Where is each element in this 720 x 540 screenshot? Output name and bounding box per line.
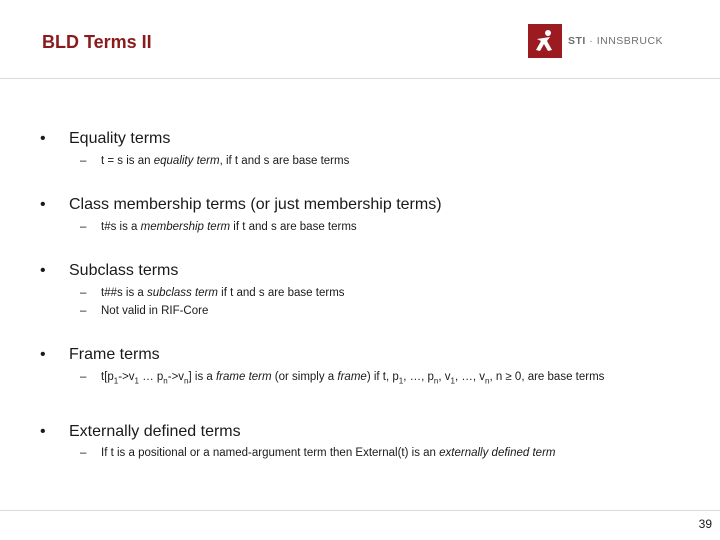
sub-text: t#s is a membership term if t and s are base terms [101, 221, 357, 233]
sub-text: t = s is an equality term, if t and s are base terms [101, 155, 350, 167]
bullet-text: Class membership terms (or just membership terms) [69, 196, 442, 213]
bullet-dot: • [40, 346, 46, 363]
logo-text [568, 35, 663, 47]
footer-divider [0, 510, 720, 511]
sub-text: t##s is a subclass term if t and s are base terms [101, 287, 345, 299]
bullet-dot: • [40, 423, 46, 440]
bullet-text: Frame terms [69, 346, 160, 363]
sub-text: Not valid in RIF-Core [101, 305, 209, 317]
logo-place: INNSBRUCK [596, 35, 664, 47]
sub-text: $t[p_1->v_1$ … $p_n->v_n$] is a frame term (or simply a frame) if t, $p_1$, …, $p_n$, $v_1$, …, $v_n$, n ≥ 0, are base terms [101, 371, 605, 386]
bullet-dot: • [40, 262, 46, 279]
bullet-text: Externally defined terms [69, 423, 241, 440]
bullet-text: Equality terms [69, 130, 171, 147]
sti-logo-mark-icon [528, 24, 562, 58]
bullet-text: Subclass terms [69, 262, 179, 279]
page-number: 39 [698, 517, 712, 531]
slide-title: BLD Terms II [42, 32, 152, 52]
slide: BLD Terms II STI · INNSBRUCK • Equality terms – t = s is an equality term, if t and s are base terms • Class membership terms (or just membership terms) – t#s is a membership term if t and s are base terms • Subclass terms – t##s is a subclass term if t and s are base terms – Not valid in RIF-Core • Frame terms – $t[p_1->v_1$ … $p_n->v_n$] is a frame term (or simply a frame) if t, $p_1$, …, $p_n$, $v_1$, …, $v_n$, n ≥ 0, are base terms • Externally defined terms – If t is a positional or a named-argument term then External(t) is an externally defined term 39 [0, 0, 720, 540]
logo-separator: · [589, 35, 594, 47]
bullet-dot: • [40, 196, 46, 213]
sub-text: If t is a positional or a named-argument term then External(t) is an externally defined term [101, 447, 556, 459]
logo-brand: STI [568, 35, 586, 47]
header-divider [0, 78, 720, 79]
bullet-dot: • [40, 130, 46, 147]
sti-logo [528, 24, 663, 58]
